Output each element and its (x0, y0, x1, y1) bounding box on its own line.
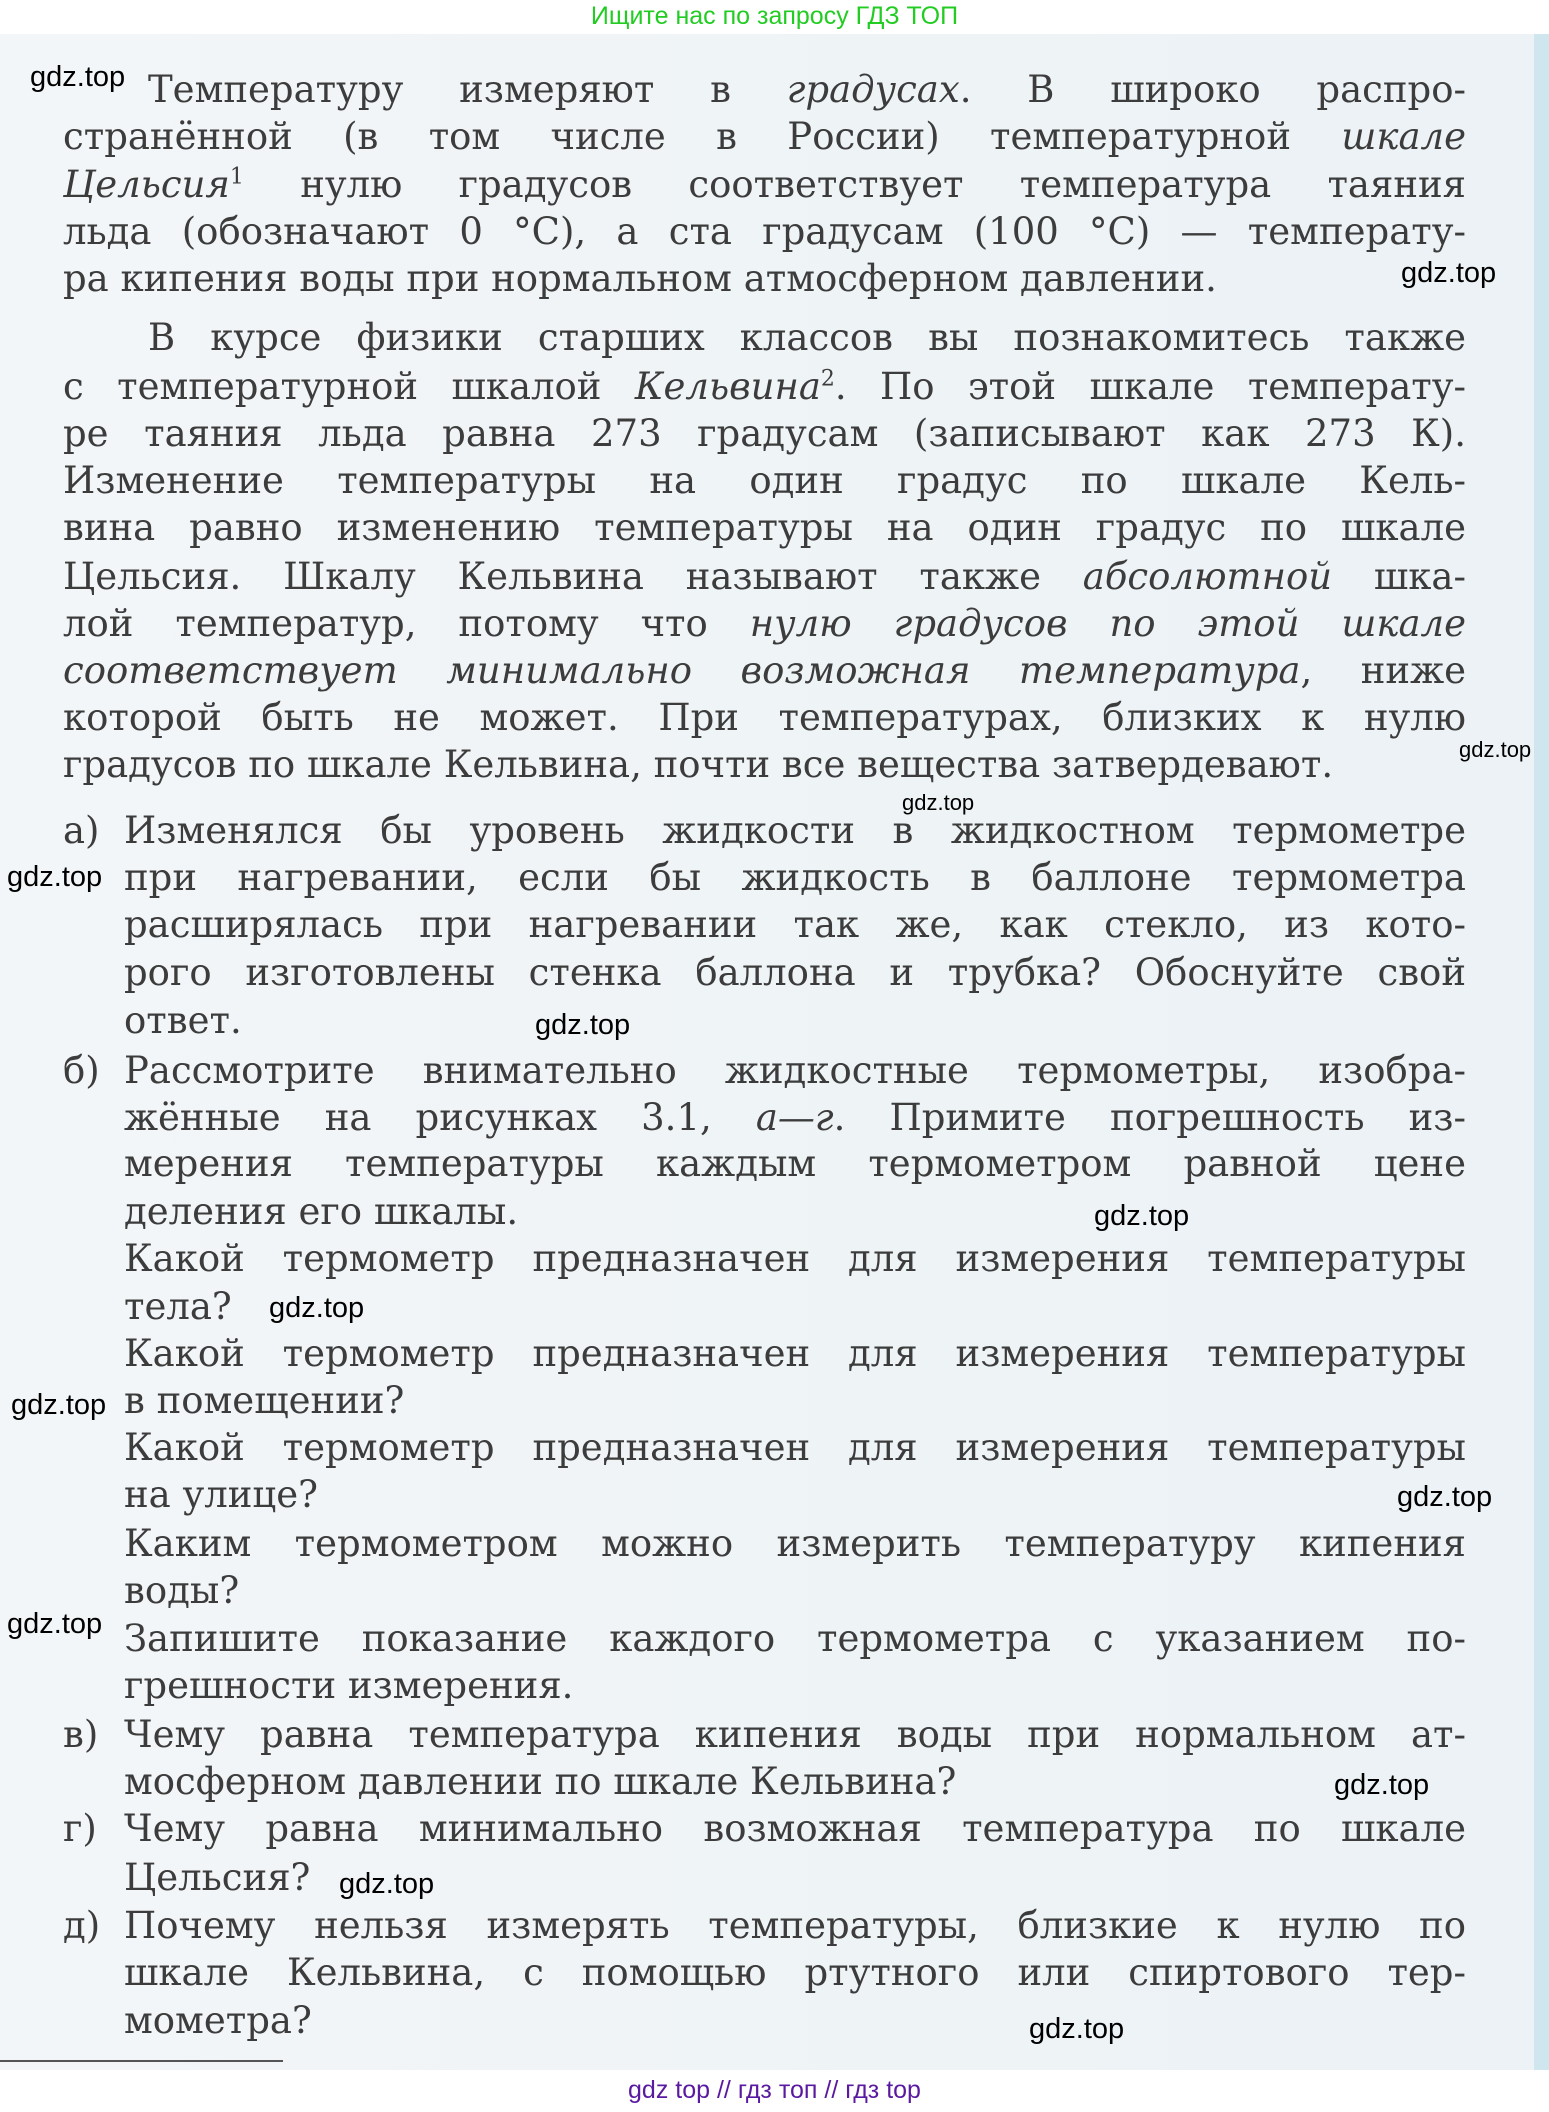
text-span: ре таяния льда равна 273 градусам (записывают как 273 К). (63, 412, 1466, 455)
text-span: Какой термометр предназначен для измерения температуры (124, 1237, 1466, 1280)
text-span: вина равно изменению температуры на один градус по шкале (63, 506, 1466, 549)
footer-links[interactable]: gdz top // гдз топ // гдз top (628, 2076, 921, 2104)
text-line (63, 648, 1466, 694)
text-span: мерения температуры каждым термометром равной цене (124, 1142, 1466, 1185)
text-line (124, 1759, 1466, 1805)
text-line (63, 695, 1466, 741)
watermark: gdz.top (7, 1608, 103, 1640)
text-line (148, 67, 1466, 113)
page-edge-strip (1534, 34, 1549, 2070)
text-line (148, 315, 1466, 361)
text-line (124, 1141, 1466, 1187)
text-line (63, 458, 1466, 504)
text-line (63, 256, 1466, 302)
text-span: . По этой шкале температу- (834, 365, 1467, 408)
text-span: мосферном давлении по шкале Кельвина? (124, 1760, 957, 1803)
text-span: Цельсия. Шкалу Кельвина называют также (63, 555, 1083, 598)
text-line (124, 1331, 1466, 1377)
text-span: . Примите погрешность из- (833, 1096, 1466, 1139)
text-line (124, 1236, 1466, 1282)
italic-term: градусах (786, 68, 960, 111)
watermark: gdz.top (11, 1389, 107, 1421)
text-line (124, 1048, 1466, 1094)
italic-term: нулю градусов по этой шкале (749, 602, 1467, 645)
text-span: которой быть не может. При температурах, близких к нулю (63, 696, 1466, 739)
text-span: воды? (124, 1569, 240, 1612)
text-line (124, 1189, 1466, 1235)
text-span: Температуру измеряют в (148, 68, 787, 111)
text-span: Почему нельзя измерять температуры, близкие к нулю по (124, 1904, 1466, 1947)
text-span: расширялась при нагревании так же, как стекло, из кото- (124, 903, 1466, 946)
watermark: gdz.top (1459, 737, 1532, 762)
question-label: г) (63, 1807, 97, 1850)
text-line (124, 1616, 1466, 1662)
text-span: на улице? (124, 1473, 318, 1516)
question-label: д) (63, 1904, 101, 1947)
watermark: gdz.top (339, 1868, 435, 1900)
italic-term: соответствует минимально возможная температура (63, 649, 1301, 692)
text-span: в помещении? (124, 1379, 405, 1422)
text-span: мометра? (124, 1999, 312, 2042)
question-label: б) (63, 1049, 100, 1092)
text-span: лой температур, потому что (63, 602, 750, 645)
watermark: gdz.top (30, 61, 126, 93)
watermark: gdz.top (1397, 1481, 1493, 1513)
text-line (63, 554, 1466, 600)
text-line (124, 1998, 1466, 2044)
text-span: ра кипения воды при нормальном атмосферном давлении. (63, 257, 1217, 300)
text-span: жённые на рисунках 3.1, (124, 1096, 756, 1139)
text-span: с температурной шкалой (63, 365, 635, 408)
text-line (124, 1806, 1466, 1852)
question-label: а) (63, 809, 100, 852)
watermark: gdz.top (1094, 1200, 1190, 1232)
question-label: в) (63, 1713, 99, 1756)
text-span: рого изготовлены стенка баллона и трубка? Обоснуйте свой (124, 951, 1466, 994)
text-line (124, 1950, 1466, 1996)
watermark: gdz.top (1334, 1769, 1430, 1801)
text-line (124, 1712, 1466, 1758)
watermark: gdz.top (1401, 257, 1497, 289)
text-line (63, 209, 1466, 255)
italic-term: абсолютной (1082, 555, 1333, 598)
text-span: градусов по шкале Кельвина, почти все вещества затвердевают. (63, 743, 1334, 786)
text-span: льда (обозначают 0 °С), а ста градусам (100 °С) — температу- (63, 210, 1466, 253)
text-span: , ниже (1300, 649, 1466, 692)
footnote-divider (0, 2060, 283, 2062)
text-span: Чему равна минимально возможная температура по шкале (124, 1807, 1466, 1850)
text-span: Цельсия? (124, 1856, 311, 1899)
footnote-ref: 1 (229, 164, 244, 190)
text-span: . В широко распро- (959, 68, 1466, 111)
watermark: gdz.top (7, 861, 103, 893)
text-line (124, 998, 1466, 1044)
text-line (63, 114, 1466, 160)
italic-term: шкале (1341, 115, 1466, 158)
text-line (124, 855, 1466, 901)
text-line (63, 411, 1466, 457)
text-span: шка- (1332, 555, 1466, 598)
text-span: Рассмотрите внимательно жидкостные термометры, изобра- (124, 1049, 1466, 1092)
text-span: Какой термометр предназначен для измерения температуры (124, 1426, 1466, 1469)
text-span: деления его шкалы. (124, 1190, 519, 1233)
text-line (63, 601, 1466, 647)
text-span: Каким термометром можно измерить температуру кипения (124, 1522, 1466, 1565)
text-line (124, 1903, 1466, 1949)
text-line (124, 902, 1466, 948)
text-span: шкале Кельвина, с помощью ртутного или спиртового тер- (124, 1951, 1466, 1994)
text-span: В курсе физики старших классов вы познакомитесь также (148, 316, 1466, 359)
text-span: тела? (124, 1285, 232, 1328)
text-line (124, 1472, 1466, 1518)
text-line (124, 950, 1466, 996)
text-line (63, 742, 1466, 788)
text-span: Чему равна температура кипения воды при нормальном ат- (124, 1713, 1466, 1756)
text-span: ответ. (124, 999, 242, 1042)
search-banner: Ищите нас по запросу ГДЗ ТОП (590, 2, 959, 30)
text-line (124, 1378, 1466, 1424)
text-span: Изменялся бы уровень жидкости в жидкостном термометре (124, 809, 1466, 852)
text-line (124, 1521, 1466, 1567)
text-span: при нагревании, если бы жидкость в баллоне термометра (124, 856, 1466, 899)
text-span: нулю градусов соответствует температура таяния (243, 163, 1466, 206)
text-span: странённой (в том числе в России) температурной (63, 115, 1342, 158)
text-span: Какой термометр предназначен для измерения температуры (124, 1332, 1466, 1375)
watermark: gdz.top (269, 1292, 365, 1324)
text-line (124, 1425, 1466, 1471)
text-span: грешности измерения. (124, 1664, 574, 1707)
text-line (63, 505, 1466, 551)
text-line (124, 1663, 1466, 1709)
italic-term: Цельсия (63, 163, 230, 206)
text-line (63, 364, 1466, 410)
italic-term: а—г (755, 1096, 834, 1139)
text-span: Запишите показание каждого термометра с указанием по- (124, 1617, 1466, 1660)
text-line (124, 1095, 1466, 1141)
text-line (124, 1568, 1466, 1614)
footnote-ref: 2 (820, 366, 835, 392)
text-span: Изменение температуры на один градус по шкале Кель- (63, 459, 1466, 502)
watermark: gdz.top (902, 790, 975, 815)
text-line (124, 1855, 1466, 1901)
text-line (63, 162, 1466, 208)
italic-term: Кельвина (634, 365, 821, 408)
text-line (124, 808, 1466, 854)
watermark: gdz.top (535, 1009, 631, 1041)
watermark: gdz.top (1029, 2013, 1125, 2045)
